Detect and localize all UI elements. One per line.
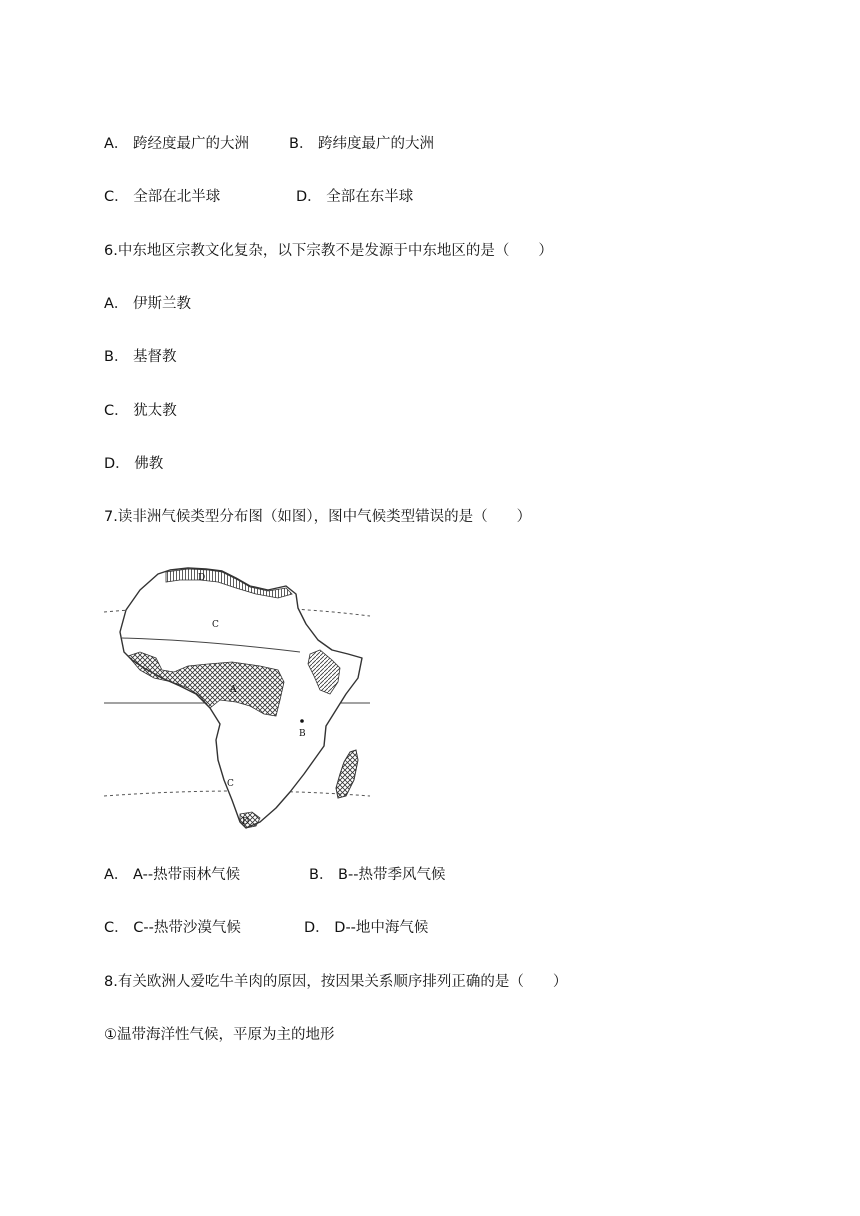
q5-option-a: A． 跨经度最广的大洲	[104, 136, 250, 152]
q7-option-d: D． D--地中海气候	[304, 920, 429, 936]
q7-option-a: A． A--热带雨林气候	[104, 867, 241, 883]
q5-option-b: B． 跨纬度最广的大洲	[289, 136, 435, 152]
q6-option-b: B． 基督教	[104, 349, 177, 365]
q7-options-row-1	[104, 865, 446, 885]
q5-options-row-2	[104, 187, 414, 207]
map-label-c-north: C	[212, 620, 219, 630]
q6-option-a: A． 伊斯兰教	[104, 296, 192, 312]
point-b-marker	[300, 719, 304, 723]
map-label-d-north: D	[198, 573, 206, 583]
q7-stem: 7.读非洲气候类型分布图（如图），图中气候类型错误的是（ ）	[104, 509, 532, 525]
q5-option-d: D． 全部在东半球	[296, 189, 414, 205]
q5-options-row-1	[104, 134, 435, 154]
q8-item-1: ①温带海洋性气候，平原为主的地形	[104, 1027, 335, 1043]
madagascar	[336, 750, 358, 798]
map-label-b: B	[299, 729, 306, 739]
map-label-d-south: D	[242, 817, 250, 827]
q5-option-c: C． 全部在北半球	[104, 189, 221, 205]
map-label-c-south: C	[227, 779, 234, 789]
q7-option-c: C． C--热带沙漠气候	[104, 920, 241, 936]
q7-options-row-2	[104, 918, 429, 938]
q8-stem: 8.有关欧洲人爱吃牛羊肉的原因，按因果关系顺序排列正确的是（ ）	[104, 974, 568, 990]
q6-option-c: C． 犹太教	[104, 403, 177, 419]
africa-climate-map	[100, 560, 375, 835]
map-label-a: A	[230, 685, 237, 695]
q7-option-b: B． B--热带季风气候	[309, 867, 446, 883]
q6-stem: 6.中东地区宗教文化复杂，以下宗教不是发源于中东地区的是（ ）	[104, 243, 553, 259]
q6-option-d: D． 佛教	[104, 456, 164, 472]
